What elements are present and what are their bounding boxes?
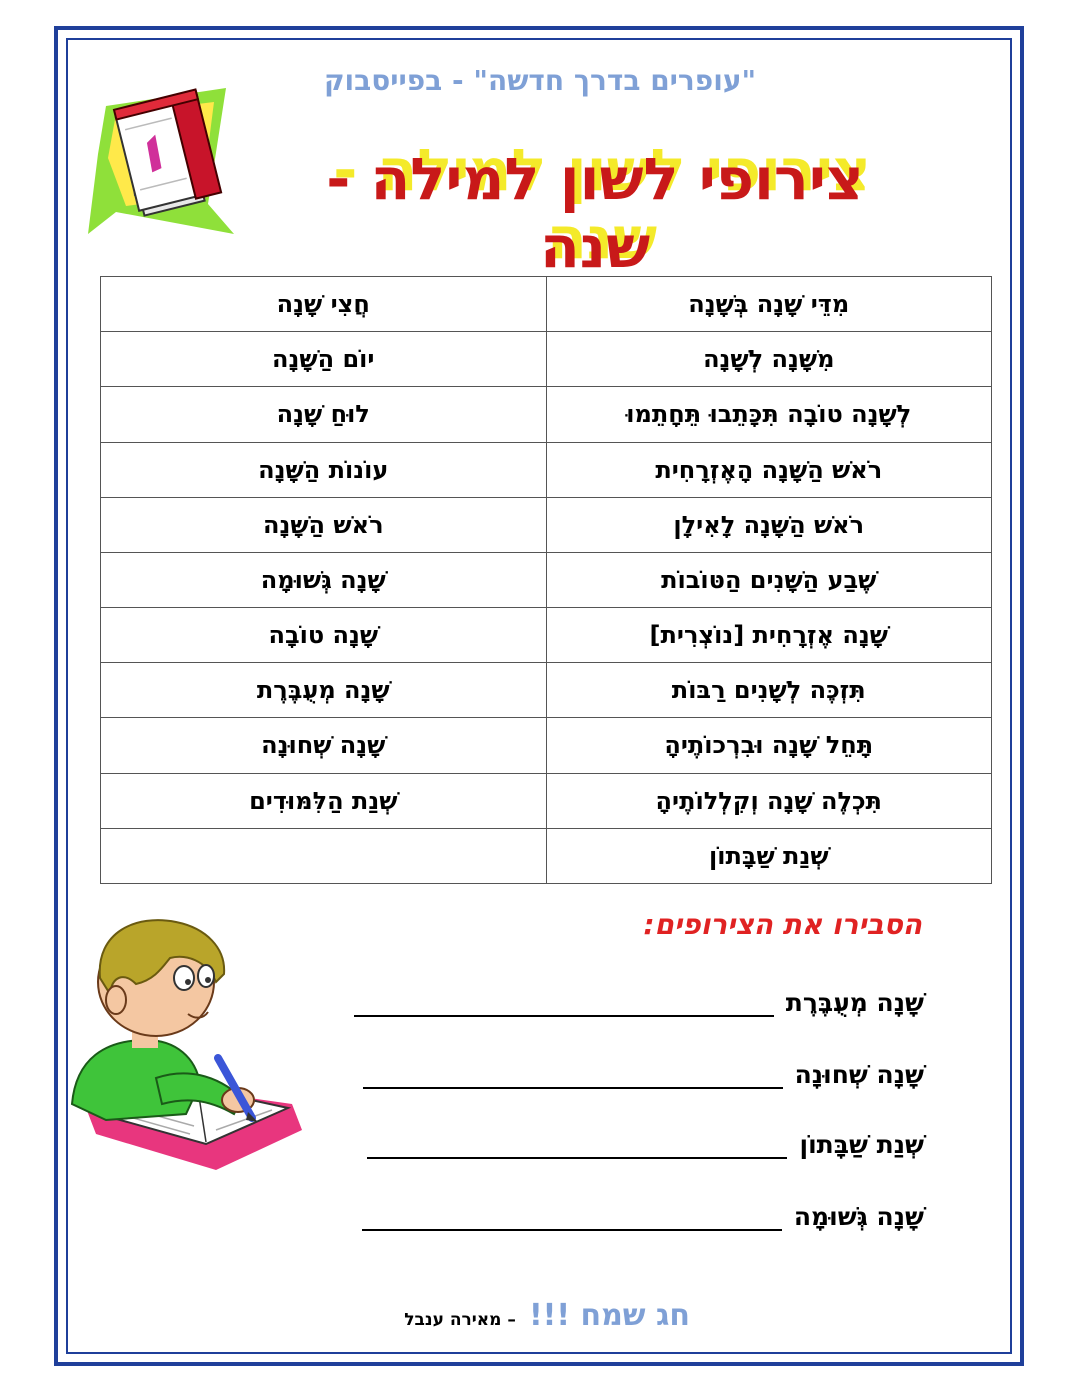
exercise-phrase: שָׁנָה מְעֻבֶּרֶת [785,988,924,1017]
phrase-cell: תִּכְלֶה שָׁנָה וְקִלְלוֹתֶיהָ [546,773,992,828]
answer-line[interactable] [363,1061,783,1089]
phrase-cell: מִדֵּי שָׁנָה בְּשָׁנָה [546,277,992,332]
phrase-cell: לְשָׁנָה טוֹבָה תִּכָּתֵבוּ תֵּחָתֵמוּ [546,387,992,442]
table-row [101,387,992,442]
page-title: צירופי לשון למילה - שנה [326,145,864,281]
footer [390,1298,690,1333]
phrase-cell: שָׁנָה אֶזְרָחִית [נוֹצְרִית] [546,608,992,663]
answer-line[interactable] [362,1203,782,1231]
table-row [101,828,992,883]
table-row [101,718,992,773]
table-row [101,277,992,332]
exercise-phrase: שְׁנַת שַׁבָּתוֹן [799,1130,924,1159]
phrase-cell: שָׁנָה טוֹבָה [101,608,547,663]
exercise-phrase: שָׁנָה גְּשׁוּמָה [793,1202,924,1231]
table-row [101,442,992,497]
phrase-cell: לוּחַ שָׁנָה [101,387,547,442]
phrase-cell: תָּחֵל שָׁנָה וּבִרְכוֹתֶיהָ [546,718,992,773]
writing-boy-illustration [66,908,306,1180]
calendar-book-icon [86,84,236,240]
exercise-item [362,1202,924,1231]
phrases-table [100,276,992,884]
phrase-cell: חֲצִי שָׁנָה [101,277,547,332]
answer-line[interactable] [354,989,774,1017]
phrase-cell: שֶׁבַע הַשָּׁנִים הַטּוֹבוֹת [546,552,992,607]
phrase-cell: שָׁנָה גְּשׁוּמָה [101,552,547,607]
phrase-cell: תִּזְכֶּה לְשָׁנִים רַבּוֹת [546,663,992,718]
table-row [101,608,992,663]
facebook-header: "עופרים בדרך חדשה" - בפייסבוק [323,64,757,97]
table-row [101,552,992,607]
exercise-item [367,1130,924,1159]
phrase-cell: שָׁנָה שְׁחוּנָה [101,718,547,773]
phrase-cell: יוֹם הַשָּׁנָה [101,332,547,387]
phrase-cell: רֹאשׁ הַשָּׁנָה [101,497,547,552]
phrase-cell: רֹאשׁ הַשָּׁנָה לָאִילָן [546,497,992,552]
phrase-cell: עוֹנוֹת הַשָּׁנָה [101,442,547,497]
table-row [101,773,992,828]
table-row [101,332,992,387]
phrase-cell [101,828,547,883]
greeting-text: חג שמח !!! [528,1298,690,1333]
answer-line[interactable] [367,1131,787,1159]
phrase-cell: שָׁנָה מְעֻבֶּרֶת [101,663,547,718]
phrase-cell: שְׁנַת שַׁבָּתוֹן [546,828,992,883]
exercise-title: הסבירו את הצירופים: [643,908,922,941]
phrase-cell: שְׁנַת הַלִּמּוּדִים [101,773,547,828]
exercise-item [354,988,924,1017]
phrase-cell: מִשָּׁנָה לְשָׁנָה [546,332,992,387]
phrase-cell: רֹאשׁ הַשָּׁנָה הָאֶזְרָחִית [546,442,992,497]
exercise-phrase: שָׁנָה שְׁחוּנָה [794,1060,924,1089]
table-row [101,497,992,552]
table-row [101,663,992,718]
exercise-item [363,1060,924,1089]
author-credit: – מאירה ענבל [404,1310,516,1330]
